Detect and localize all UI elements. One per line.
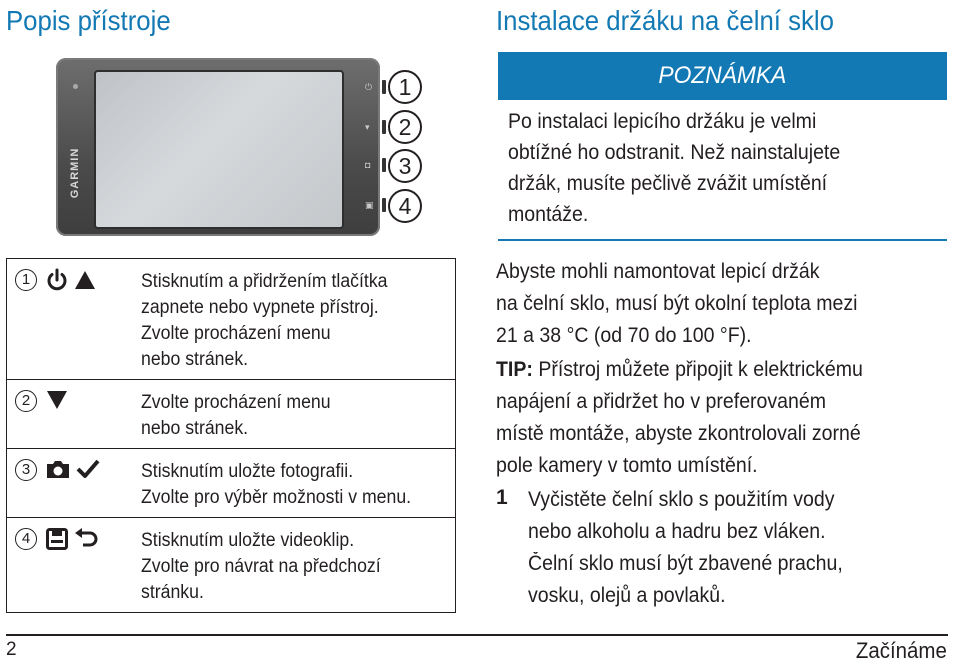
- step-line: Čelní sklo musí být zbavené prachu,: [528, 552, 843, 575]
- tip-line: místě montáže, abyste zkontrolovali zorné: [496, 422, 861, 445]
- device-button-3: [382, 158, 386, 172]
- step-number: 1: [496, 486, 508, 509]
- key-row-1: [7, 259, 456, 380]
- tip-text: Přístroj můžete připojit k elektrickému: [532, 358, 863, 381]
- page-number: 2: [6, 639, 17, 660]
- key-description-line: nebo stránek.: [141, 418, 249, 439]
- paragraph-line: na čelní sklo, musí být okolní teplota mezi: [496, 292, 858, 315]
- note-line: obtížné ho odstranit. Než nainstalujete: [508, 141, 841, 164]
- key-table: [6, 258, 456, 613]
- callout-1: 1: [388, 70, 422, 104]
- back-arrow-icon: [73, 527, 99, 551]
- checkmark-icon: [75, 458, 101, 480]
- device-illustration: [56, 58, 380, 236]
- device-screen: [94, 70, 344, 229]
- note-line: držák, musíte pečlivě zvážit umístění: [508, 172, 828, 195]
- step-text: [528, 484, 948, 612]
- footer-rule: [6, 634, 948, 636]
- status-led: [73, 84, 78, 89]
- key-description-line: Zvolte procházení menu: [141, 323, 331, 344]
- power-icon: [45, 268, 69, 292]
- power-icon: ⏻: [365, 82, 373, 92]
- note-text: [508, 106, 948, 230]
- tip-paragraph: [496, 354, 951, 482]
- triangle-up-icon: [73, 269, 97, 291]
- key-row-4: [7, 518, 456, 613]
- brand-strip: [56, 58, 94, 236]
- key-row-3: [7, 449, 456, 518]
- tip-label: TIP:: [496, 358, 533, 381]
- note-banner: [498, 52, 947, 100]
- step-line: Vyčistěte čelní sklo s použitím vody: [528, 488, 835, 511]
- callout-3: 3: [388, 149, 422, 183]
- note-line: Po instalaci lepicího držáku je velmi: [508, 110, 817, 133]
- triangle-down-icon: [45, 389, 69, 411]
- section-heading-device: Popis přístroje: [6, 5, 171, 36]
- key-number: 4: [15, 528, 37, 550]
- device-button-4: [382, 198, 386, 212]
- note-divider: [498, 239, 947, 241]
- camera-icon: [45, 458, 71, 480]
- callout-2: 2: [388, 110, 422, 144]
- step-line: nebo alkoholu a hadru bez vláken.: [528, 520, 826, 543]
- key-description-line: Zvolte procházení menu: [141, 392, 331, 413]
- callout-4: 4: [388, 189, 422, 223]
- tip-line: napájení a přidržet ho v preferovaném: [496, 390, 827, 413]
- tip-first-line: [496, 354, 919, 386]
- key-description-line: Stisknutím uložte fotografii.: [141, 461, 354, 482]
- footer-section-title: [849, 638, 947, 664]
- paragraph-line: Abyste mohli namontovat lepicí držák: [496, 260, 820, 283]
- save-icon: [45, 527, 69, 551]
- triangle-down-icon: ▾: [365, 122, 370, 132]
- section-heading-install: Instalace držáku na čelní sklo: [496, 5, 834, 36]
- paragraph-line: 21 a 38 °C (od 70 do 100 °F).: [496, 324, 752, 347]
- device-button-1: [382, 80, 386, 94]
- key-description-line: nebo stránek.: [141, 349, 249, 370]
- save-icon: ▣: [365, 200, 374, 210]
- key-description-line: Stisknutím a přidržením tlačítka: [141, 271, 388, 292]
- paragraph-temperature: [496, 256, 951, 352]
- brand-logo: GARMIN: [69, 147, 81, 199]
- device-button-2: [382, 120, 386, 134]
- key-description-line: stránku.: [141, 582, 204, 603]
- key-number: 1: [15, 269, 37, 291]
- key-number: 2: [15, 390, 37, 412]
- tip-line: pole kamery v tomto umístění.: [496, 454, 758, 477]
- key-description-line: Stisknutím uložte videoklip.: [141, 530, 355, 551]
- key-description-line: Zvolte pro výběr možnosti v menu.: [141, 487, 412, 508]
- note-line: montáže.: [508, 203, 589, 226]
- key-description-line: Zvolte pro návrat na předchozí: [141, 556, 381, 577]
- key-row-2: [7, 380, 456, 449]
- key-number: 3: [15, 459, 37, 481]
- key-description-line: zapnete nebo vypnete přístroj.: [141, 297, 379, 318]
- note-title: POZNÁMKA: [658, 62, 787, 89]
- step-line: vosku, olejů a povlaků.: [528, 584, 726, 607]
- footer-section-label: Začínáme: [856, 638, 947, 663]
- camera-icon: ◘: [365, 160, 371, 170]
